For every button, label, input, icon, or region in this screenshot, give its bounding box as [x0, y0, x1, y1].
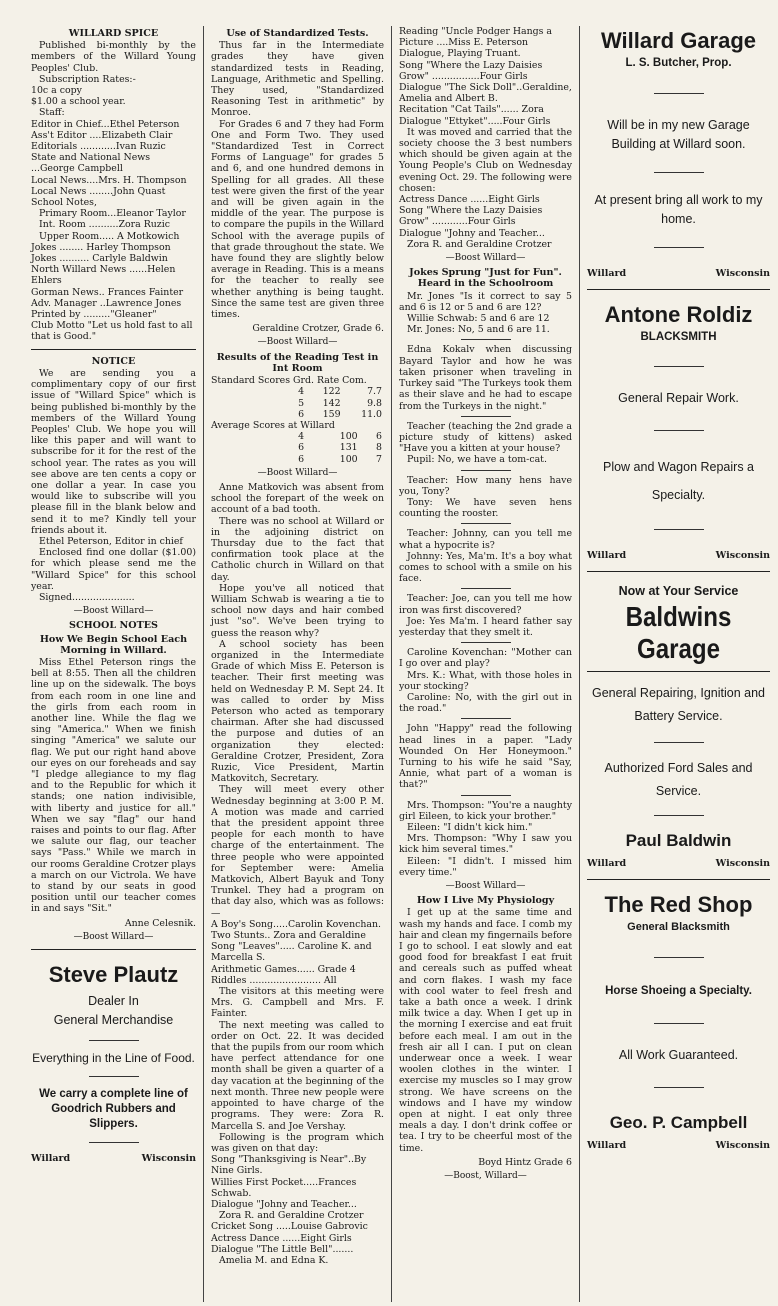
ad-rule — [89, 1076, 139, 1077]
program-line: Willies First Pocket.....Frances Schwab. — [211, 1176, 357, 1199]
joke-line: Tony: We have seven hens counting the rooster. — [399, 496, 572, 520]
ad-line: Plow and Wagon Repairs a Specialty. — [602, 459, 754, 502]
program-line: Dialogue "The Sick Doll"..Geraldine, Amelia and Albert B. — [399, 82, 572, 105]
news-item: There was no school at Willard or in the adjoining district on Thursday due to the fact that confirmation took place at the Catholic church in Willard on that day. — [211, 515, 384, 583]
staff-line: State and National News ...George Campbell — [31, 152, 151, 175]
ad-footer — [587, 268, 770, 279]
joke-line: Teacher: Joe, can you tell me how iron was first discovered? — [399, 593, 572, 616]
staff-line: North Willard News ......Helen Ehlers — [31, 264, 176, 287]
ad-line: We carry a complete line of Goodrich Rubbers and Slippers. — [39, 1088, 188, 1131]
program-line: Dialogue "Johny and Teacher... — [211, 1198, 357, 1210]
physiology-sign: Boyd Hintz Grade 6 — [478, 1156, 572, 1168]
boost-separator: —Boost, Willard— — [444, 1171, 527, 1182]
joke-line: Pupil: No, we have a tom-cat. — [407, 454, 547, 466]
joke-line: Joe: Yes Ma'm. I heard father say yesterday that they smelt it. — [399, 615, 572, 638]
ad-rule — [89, 1142, 139, 1143]
ad-footer — [587, 858, 770, 869]
staff-line: Jokes ........ Harley Thompson — [31, 241, 171, 253]
joke-line: Caroline Kovenchan: "Mother can I go over and play? — [399, 647, 572, 670]
joke-line: Eileen: "I didn't. I missed him every time." — [399, 855, 572, 878]
notice-sign: Ethel Peterson, Editor in chief — [39, 535, 183, 547]
joke-line: Caroline: No, with the girl out in the road." — [399, 691, 572, 715]
ad-rule — [654, 957, 704, 958]
club-motto: Club Motto "Let us hold fast to all that is Good." — [31, 320, 193, 343]
staff-line: Primary Room...Eleanor Taylor — [39, 208, 186, 220]
joke-line: Teacher: How many hens have you, Tony? — [399, 474, 572, 497]
joke-rule — [461, 470, 511, 471]
masthead-line: $1.00 a school year. — [31, 96, 126, 108]
begin-sign: Anne Celesnik. — [124, 917, 196, 929]
notice-signed: Signed..................... — [39, 591, 135, 603]
staff-line: Editor in Chief...Ethel Peterson — [31, 118, 180, 130]
ad-state: Wisconsin — [715, 268, 770, 280]
staff-line: School Notes, — [31, 197, 97, 209]
ad-antone-roldiz — [587, 296, 770, 564]
program-line: Two Stunts.. Zora and Geraldine — [211, 930, 366, 942]
joke-line: Willie Schwab: 5 and 6 are 12 — [407, 313, 550, 325]
avg-header: Average Scores at Willard — [211, 419, 335, 431]
ad-pre: Now at Your Service — [618, 583, 739, 598]
program-line: Amelia M. and Edna K. — [219, 1254, 329, 1266]
boost-separator: —Boost Willard— — [445, 253, 526, 264]
ad-line: General Repairing, Ignition and Battery Service. — [591, 686, 766, 724]
ad-footer — [587, 550, 770, 561]
results-table — [211, 386, 384, 420]
ad-rule — [654, 93, 704, 94]
ad-title: Baldwins Garage — [625, 601, 732, 665]
ad-rule — [654, 247, 704, 248]
ad-line: All Work Guaranteed. — [618, 1048, 739, 1063]
ad-rule — [654, 1087, 704, 1088]
ad-town: Willard — [587, 268, 627, 280]
news-item: Hope you've all noticed that William Schwab is wearing a tie to school now days and hair combed just "so". We've been trying to guess the reason why? — [211, 582, 384, 639]
program-line: Dialogue "The Little Bell"....... — [211, 1243, 354, 1255]
program-line: Actress Dance ......Eight Girls — [211, 1232, 352, 1244]
divider — [31, 349, 196, 350]
ad-red-shop — [587, 886, 770, 1155]
ad-name: Geo. P. Campbell — [609, 1113, 748, 1133]
joke-rule — [461, 642, 511, 643]
ad-willard-garage — [587, 28, 770, 283]
divider — [587, 879, 770, 880]
staff-line: Local News....Mrs. H. Thompson — [31, 174, 187, 186]
ad-rule — [654, 529, 704, 530]
divider — [587, 571, 770, 572]
column-4 — [580, 26, 770, 1302]
joke-line: Edna Kokalv when discussing Bayard Taylor and how he was taken prisoner when traveling in Turkey said "The Turkeys took them as their slave and he had to escape from the Turkeys in the night." — [399, 344, 572, 412]
program-line: Cricket Song .....Louise Gabrovic — [211, 1221, 368, 1233]
ad-footer — [587, 1140, 770, 1151]
table-row: 4 100 6 — [298, 431, 382, 443]
ad-rule — [654, 366, 704, 367]
ad-town: Willard — [31, 1153, 71, 1165]
ad-title: The Red Shop — [604, 892, 753, 918]
divider — [587, 671, 770, 672]
notice-body: We are sending you a complimentary copy of our first issue of "Willard Spice" which is being published bi-monthly by the members of the Willard Young Peoples' Club. We hope you will like this paper and will want to subscribe for it for the rest of the school year. The rates as you will see above are ten cents a copy or one dollar a year. In case you would like to subscribe will you please fill in the blank below and send it to me? Kindly tell your friends about it. — [31, 367, 196, 536]
news-item: A school society has been organized in the Intermediate Grade of which Miss E. Peterson is teacher. Their first meeting was held on Wednesday P. M. Sept 24. It was called to order by Miss Peterson who acted as temporary chairman. After she had discussed the purpose and duties of an organization they elected: Geraldine Crotzer, President, Zora Ruzic, Vice President, Martin Matkovitch, Secretary. — [211, 638, 384, 785]
column-1 — [24, 26, 204, 1302]
joke-rule — [461, 416, 511, 417]
results-header: Standard Scores Grd. Rate Com. — [211, 375, 367, 387]
joke-line: Teacher (teaching the 2nd grade a picture study of kittens) asked "Have you a kitten at your house? — [399, 420, 572, 455]
boost-separator: —Boost Willard— — [73, 931, 154, 942]
masthead-line: Staff: — [39, 107, 65, 119]
program-line: Dialogue, Playing Truant. — [399, 48, 521, 60]
news-item: It was moved and carried that the society choose the 3 best numbers which should be given again at the Young People's Club on Wednesday evening Oct. 29. The following were chosen: — [399, 126, 572, 194]
staff-line: Int. Room ..........Zora Ruzic — [39, 219, 170, 231]
staff-line: Ass't Editor ....Elizabeth Clair — [31, 129, 173, 141]
joke-line: Teacher: Johnny, can you tell me what a hypocrite is? — [399, 528, 572, 551]
ad-sub: General Blacksmith — [627, 921, 730, 934]
physiology-body: I get up at the same time and wash my hands and face. I comb my hair and clean my fingernails before I go to school. I eat slowly and eat good food for breakfast I eat fruit and cereals such as puffed wheat and corn flakes. I wash my face with cool water to feel fresh and take a bath once a week. I drink milk twice a day. When I get up in the morning I exercise and eat fruit before each meal. I am out in the fresh air all I can. I put on clean underwear once a week. I wear woolen clothes in the winter. I exercise my muscles so I may grow strong. We have screens on the windows and I have my window open at night. I eat only three meals a day. I don't drink coffee or tea. I try to be cheerful most of the time. — [399, 907, 572, 1154]
program-line: Riddles ........................ All — [211, 974, 337, 986]
joke-line: Mr. Jones: No, 5 and 6 are 11. — [407, 324, 550, 336]
news-item: Anne Matkovich was absent from school the forepart of the week on account of a bad tooth. — [211, 481, 384, 516]
avg-table — [211, 431, 384, 465]
ad-sub: BLACKSMITH — [640, 331, 717, 344]
ad-line: Authorized Ford Sales and Service. — [604, 761, 753, 799]
ad-title: Antone Roldiz — [604, 302, 753, 328]
table-row: 6 100 7 — [298, 453, 382, 465]
ad-sub: Dealer In — [88, 994, 139, 1009]
joke-line: Mrs. Thompson: "Why I saw you kick him several times." — [399, 833, 572, 856]
staff-line: Jokes .......... Carlyle Baldwin — [31, 253, 168, 265]
news-item: Following is the program which was given on that day: — [211, 1131, 384, 1154]
ad-baldwins-garage — [587, 578, 770, 873]
ad-line: At present bring all work to my home. — [594, 193, 763, 227]
joke-rule — [461, 795, 511, 796]
program-line: Song "Where the Lazy Daisies Grow" ................Four Girls — [399, 59, 543, 82]
joke-line: Eileen: "I didn't kick him." — [407, 822, 533, 833]
staff-line: Adv. Manager ..Lawrence Jones — [31, 297, 182, 309]
ad-town: Willard — [587, 549, 627, 561]
joke-line: Johnny: Yes, Ma'm. It's a boy what comes to school with a smile on his face. — [399, 550, 572, 585]
ad-line: Everything in the Line of Food. — [32, 1051, 195, 1066]
std-tests-body: Thus far in the Intermediate grades they have given standardized tests in Reading, Language, Arithmetic and Spelling. They used, "Standardized Reasoning Test in arithmetic" by Monroe. — [211, 40, 384, 119]
masthead-line: 10c a copy — [31, 85, 82, 97]
divider — [587, 289, 770, 290]
ad-rule — [654, 172, 704, 173]
ad-rule — [89, 1040, 139, 1041]
staff-line: Printed by ........."Gleaner" — [31, 309, 157, 321]
news-item: The next meeting was called to order on Oct. 22. It was decided that the pupils from our room which have perfect attendance for one month shall be given a quarter of a day vacation at the beginning of the next month. Three new people were appointed to have charge of the programs. They were: Zora R. Marcella S. and Joe Vershay. — [211, 1019, 384, 1132]
staff-line: Editorials ............Ivan Ruzic — [31, 141, 166, 153]
ad-state: Wisconsin — [715, 549, 770, 561]
masthead-title: WILLARD SPICE — [68, 28, 159, 39]
joke-line: John "Happy" read the following head lines in a paper. "Lady Wounded On Her Honeymoon." Turning to his wife he said "Say, Annie, what part of a woman is that?" — [399, 723, 572, 791]
school-notes-title: SCHOOL NOTES — [69, 620, 158, 632]
news-item: They will meet every other Wednesday beginning at 3:00 P. M. A motion was made and carried that the president appoint three people for each month to have charge of the entertainment. The three people who were appointed for September were: Amelia Matkovich, Albert Bayuk and Tony Trunkel. They had a program on that day also, which was as follows:— — [211, 784, 384, 919]
jokes-title: Jokes Sprung "Just for Fun". Heard in the Schoolroom — [409, 267, 562, 290]
joke-line: Mrs. Thompson: "You're a naughty girl Eileen, to kick your brother." — [399, 799, 572, 822]
ad-title: Steve Plautz — [48, 962, 179, 988]
ad-name: Paul Baldwin — [625, 831, 732, 851]
results-title: Results of the Reading Test in Int Room — [216, 351, 379, 374]
staff-line: Gorman News.. Frances Fainter — [31, 286, 184, 298]
ad-rule — [654, 815, 704, 816]
std-tests-sign: Geraldine Crotzer, Grade 6. — [252, 323, 384, 335]
table-row: 4 122 7.7 — [298, 386, 382, 398]
ad-sub: L. S. Butcher, Prop. — [625, 57, 732, 69]
program-line: Actress Dance ......Eight Girls — [399, 194, 540, 206]
begin-body: Miss Ethel Peterson rings the bell at 8:55. Then all the children line up on the sidewalk. The boys from each room in one line and the girls from each room in another line. While the flag we sing "America." When we finish singing "America" we salute our flag. We put our right hand above our eyes on our foreheads and say "I pledge allegiance to my flag and to the Republic for which it stands; one nation indivisible, with liberty and justice for all." When we say "flag" our hand raises and points to our flag. After we salute our flag, our teacher says "Pass." While we march in our rooms Geraldine Crotzer plays a march on our Victrola. We have to stand by our seats in good position until our teacher comes in and says "Sit." — [31, 656, 196, 915]
ad-line: Will be in my new Garage Building at Willard soon. — [607, 118, 750, 152]
program-line: Song "Where the Lazy Daisies Grow" ............Four Girls — [399, 205, 543, 228]
ad-state: Wisconsin — [715, 858, 770, 870]
ad-steve-plautz — [31, 956, 196, 1168]
program-line: Arithmetic Games...... Grade 4 — [211, 963, 356, 975]
ad-line: Horse Shoeing a Specialty. — [605, 985, 752, 998]
ad-sub: General Merchandise — [53, 1013, 174, 1028]
program-line: Song "Leaves"..... Caroline K. and Marcella S. — [211, 941, 372, 964]
table-row: 5 142 9.8 — [298, 397, 382, 409]
ad-town: Willard — [587, 1140, 627, 1152]
ad-rule — [654, 1023, 704, 1024]
table-row: 6 159 11.0 — [298, 408, 382, 420]
joke-rule — [461, 523, 511, 524]
masthead-line: Subscription Rates:- — [39, 73, 136, 85]
boost-separator: —Boost Willard— — [257, 337, 338, 348]
program-line: Song "Thanksgiving is Near"..By Nine Girls. — [211, 1154, 367, 1177]
table-row: 6 131 8 — [298, 442, 382, 454]
column-2 — [204, 26, 392, 1302]
ad-town: Willard — [587, 858, 627, 870]
boost-separator: —Boost Willard— — [445, 881, 526, 892]
std-tests-body: For Grades 6 and 7 they had Form One and Form Two. They used "Standardized Test in Correct Forms of Language" for grades 5 and 6, and one hundred demons in Spelling for all grades. All these test were given the first of the year and will be given again in the middle of the year. The purpose is to compare the pupils in the Willard School with the average pupils of that grade throughout the state. We have found they are slightly below average in Reading. This is a means for the teacher to really see whether anything is being taught. Since the same test are given three times. — [211, 118, 384, 321]
physiology-title: How I Live My Physiology — [416, 895, 555, 907]
notice-form: Enclosed find one dollar ($1.00) for which please send me the "Willard Spice" for this school year. — [31, 547, 196, 592]
std-tests-title: Use of Standardized Tests. — [226, 28, 369, 39]
ad-line: General Repair Work. — [618, 390, 739, 405]
divider — [31, 949, 196, 950]
program-line: Zora R. and Geraldine Crotzer — [407, 238, 552, 250]
column-3 — [392, 26, 580, 1302]
joke-rule — [461, 339, 511, 340]
ad-title: Willard Garage — [600, 28, 757, 53]
staff-line: Local News ........John Quast — [31, 185, 166, 197]
boost-separator: —Boost Willard— — [73, 606, 154, 617]
begin-title: How We Begin School Each Morning in Willard. — [39, 633, 188, 656]
joke-line: Mrs. K.: What, with those holes in your stocking? — [399, 669, 572, 692]
program-line: Dialogue "Ettyket".....Four Girls — [399, 115, 551, 127]
ad-state: Wisconsin — [141, 1153, 196, 1165]
joke-rule — [461, 588, 511, 589]
notice-title: NOTICE — [91, 355, 136, 367]
joke-line: Mr. Jones "Is it correct to say 5 and 6 is 12 or 5 and 6 are 12? — [399, 290, 572, 313]
news-item: The visitors at this meeting were Mrs. G. Campbell and Mrs. F. Fainter. — [211, 986, 384, 1020]
program-line: A Boy's Song.....Carolin Kovenchan. — [211, 918, 382, 930]
masthead-line: Published bi-monthly by the members of the Willard Young Peoples' Club. — [31, 40, 196, 74]
ad-footer — [31, 1153, 196, 1164]
joke-rule — [461, 718, 511, 719]
program-line: Dialogue "Johny and Teacher... — [399, 227, 545, 239]
program-line: Recitation "Cat Tails"...... Zora — [399, 104, 544, 116]
program-line: Reading "Uncle Podger Hangs a Picture ....Miss E. Peterson — [399, 26, 553, 49]
ad-rule — [654, 430, 704, 431]
ad-rule — [654, 742, 704, 743]
ad-state: Wisconsin — [715, 1140, 770, 1152]
program-line: Zora R. and Geraldine Crotzer — [219, 1210, 364, 1222]
staff-line: Upper Room..... A Motkowich — [39, 230, 180, 242]
boost-separator: —Boost Willard— — [257, 467, 338, 478]
